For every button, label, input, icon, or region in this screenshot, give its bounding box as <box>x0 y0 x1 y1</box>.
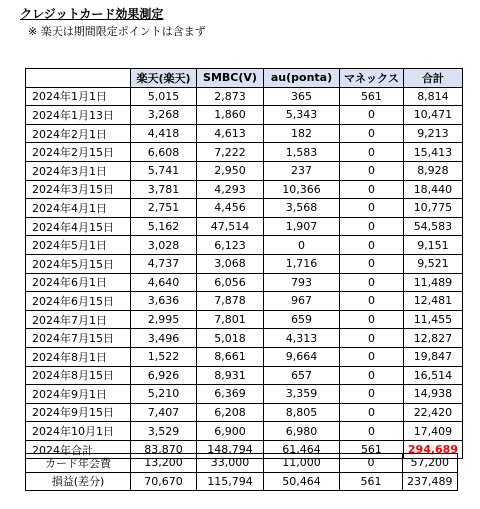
value-cell: 10,775 <box>403 199 462 218</box>
table-row <box>26 87 463 106</box>
table-row <box>26 143 463 162</box>
table-row <box>26 254 463 273</box>
value-cell: 659 <box>264 310 340 329</box>
header-cell-au: au(ponta) <box>264 69 340 88</box>
value-cell: 4,456 <box>197 199 264 218</box>
value-cell: 3,068 <box>197 254 264 273</box>
row-label-cell: 2024年7月1日 <box>26 310 131 329</box>
value-cell: 0 <box>340 454 403 473</box>
row-label-cell: 2024年9月15日 <box>26 403 131 422</box>
header-cell-total: 合計 <box>403 69 462 88</box>
value-cell: 793 <box>264 273 340 292</box>
value-cell: 3,268 <box>131 106 197 125</box>
value-cell: 7,878 <box>197 292 264 311</box>
value-cell: 4,313 <box>264 329 340 348</box>
value-cell: 4,737 <box>131 254 197 273</box>
value-cell: 6,369 <box>197 385 264 404</box>
value-cell: 8,661 <box>197 347 264 366</box>
value-cell: 5,015 <box>131 87 197 106</box>
value-cell: 294,689 <box>403 440 462 459</box>
value-cell: 6,900 <box>197 422 264 441</box>
row-label-cell: 2024年5月15日 <box>26 254 131 273</box>
value-cell: 61,464 <box>264 440 340 459</box>
value-cell: 15,413 <box>403 143 462 162</box>
value-cell: 8,805 <box>264 403 340 422</box>
value-cell: 0 <box>340 161 404 180</box>
value-cell: 0 <box>340 106 404 125</box>
row-label-cell: 2024年6月1日 <box>26 273 131 292</box>
value-cell: 4,418 <box>131 124 197 143</box>
value-cell: 0 <box>340 143 404 162</box>
value-cell: 561 <box>340 472 403 491</box>
value-cell: 3,496 <box>131 329 197 348</box>
value-cell: 0 <box>340 310 404 329</box>
table-row <box>26 422 463 441</box>
value-cell: 0 <box>264 236 340 255</box>
value-cell: 2,950 <box>197 161 264 180</box>
value-cell: 3,359 <box>264 385 340 404</box>
row-label-cell: 2024年1月1日 <box>26 87 131 106</box>
value-cell: 3,028 <box>131 236 197 255</box>
value-cell: 365 <box>264 87 340 106</box>
value-cell: 561 <box>340 440 404 459</box>
row-label-cell: 2024年4月1日 <box>26 199 131 218</box>
value-cell: 0 <box>340 329 404 348</box>
header-cell-blank <box>26 69 131 88</box>
value-cell: 0 <box>340 254 404 273</box>
row-label-cell: 2024年8月15日 <box>26 366 131 385</box>
header-row <box>26 69 463 88</box>
table-row <box>26 366 463 385</box>
table-row <box>26 385 463 404</box>
value-cell: 5,018 <box>197 329 264 348</box>
value-cell: 1,522 <box>131 347 197 366</box>
value-cell: 237 <box>264 161 340 180</box>
value-cell: 2,995 <box>131 310 197 329</box>
value-cell: 18,440 <box>403 180 462 199</box>
value-cell: 0 <box>340 292 404 311</box>
value-cell: 0 <box>340 124 404 143</box>
header-cell-rakuten: 楽天(楽天) <box>131 69 197 88</box>
value-cell: 54,583 <box>403 217 462 236</box>
table-row <box>26 329 463 348</box>
value-cell: 0 <box>340 217 404 236</box>
summary-table <box>25 453 458 491</box>
value-cell: 6,123 <box>197 236 264 255</box>
value-cell: 9,213 <box>403 124 462 143</box>
effect-table <box>25 68 463 459</box>
note-text: ※ 楽天は期間限定ポイントは含まず <box>28 25 206 38</box>
value-cell: 4,293 <box>197 180 264 199</box>
row-label-cell: 2024年6月15日 <box>26 292 131 311</box>
value-cell: 19,847 <box>403 347 462 366</box>
value-cell: 11,455 <box>403 310 462 329</box>
value-cell: 7,407 <box>131 403 197 422</box>
value-cell: 11,000 <box>264 454 340 473</box>
value-cell: 5,741 <box>131 161 197 180</box>
value-cell: 9,664 <box>264 347 340 366</box>
table-row <box>26 199 463 218</box>
value-cell: 5,343 <box>264 106 340 125</box>
value-cell: 0 <box>340 180 404 199</box>
value-cell: 5,162 <box>131 217 197 236</box>
value-cell: 657 <box>264 366 340 385</box>
row-label-cell: 2024年2月15日 <box>26 143 131 162</box>
value-cell: 2,873 <box>197 87 264 106</box>
value-cell: 33,000 <box>197 454 264 473</box>
value-cell: 115,794 <box>197 472 264 491</box>
value-cell: 3,529 <box>131 422 197 441</box>
value-cell: 11,489 <box>403 273 462 292</box>
value-cell: 0 <box>340 236 404 255</box>
row-label-cell: 2024年合計 <box>26 440 131 459</box>
value-cell: 1,583 <box>264 143 340 162</box>
value-cell: 4,613 <box>197 124 264 143</box>
value-cell: 6,608 <box>131 143 197 162</box>
value-cell: 4,640 <box>131 273 197 292</box>
value-cell: 0 <box>340 199 404 218</box>
value-cell: 12,827 <box>403 329 462 348</box>
value-cell: 13,200 <box>131 454 197 473</box>
summary-row <box>26 454 458 473</box>
value-cell: 9,151 <box>403 236 462 255</box>
value-cell: 0 <box>340 347 404 366</box>
value-cell: 0 <box>340 366 404 385</box>
table-row <box>26 292 463 311</box>
value-cell: 6,980 <box>264 422 340 441</box>
row-label-cell: 2024年9月1日 <box>26 385 131 404</box>
table-row <box>26 161 463 180</box>
value-cell: 1,860 <box>197 106 264 125</box>
value-cell: 17,409 <box>403 422 462 441</box>
value-cell: 9,521 <box>403 254 462 273</box>
row-label-cell: 2024年2月1日 <box>26 124 131 143</box>
value-cell: 182 <box>264 124 340 143</box>
row-label-cell: 損益(差分) <box>26 472 131 491</box>
value-cell: 14,938 <box>403 385 462 404</box>
value-cell: 148,794 <box>197 440 264 459</box>
value-cell: 2,751 <box>131 199 197 218</box>
value-cell: 5,210 <box>131 385 197 404</box>
value-cell: 6,056 <box>197 273 264 292</box>
value-cell: 12,481 <box>403 292 462 311</box>
row-label-cell: 2024年8月1日 <box>26 347 131 366</box>
value-cell: 7,222 <box>197 143 264 162</box>
table-row <box>26 273 463 292</box>
value-cell: 967 <box>264 292 340 311</box>
value-cell: 6,926 <box>131 366 197 385</box>
header-cell-monex: マネックス <box>340 69 404 88</box>
row-label-cell: 2024年3月15日 <box>26 180 131 199</box>
table-row <box>26 310 463 329</box>
row-label-cell: 2024年5月1日 <box>26 236 131 255</box>
value-cell: 47,514 <box>197 217 264 236</box>
header-cell-smbc: SMBC(V) <box>197 69 264 88</box>
table-row <box>26 236 463 255</box>
table-row <box>26 180 463 199</box>
value-cell: 10,366 <box>264 180 340 199</box>
value-cell: 8,931 <box>197 366 264 385</box>
value-cell: 7,801 <box>197 310 264 329</box>
value-cell: 3,636 <box>131 292 197 311</box>
value-cell: 6,208 <box>197 403 264 422</box>
table-row <box>26 217 463 236</box>
row-label-cell: 2024年10月1日 <box>26 422 131 441</box>
value-cell: 0 <box>340 273 404 292</box>
row-label-cell: カード年会費 <box>26 454 131 473</box>
value-cell: 1,716 <box>264 254 340 273</box>
row-label-cell: 2024年7月15日 <box>26 329 131 348</box>
summary-row <box>26 472 458 491</box>
value-cell: 0 <box>340 422 404 441</box>
value-cell: 1,907 <box>264 217 340 236</box>
value-cell: 50,464 <box>264 472 340 491</box>
page-title: クレジットカード効果測定 <box>20 7 164 21</box>
table-row <box>26 403 463 422</box>
row-label-cell: 2024年1月13日 <box>26 106 131 125</box>
value-cell: 561 <box>340 87 404 106</box>
value-cell: 8,928 <box>403 161 462 180</box>
value-cell: 10,471 <box>403 106 462 125</box>
value-cell: 237,489 <box>403 472 458 491</box>
value-cell: 8,814 <box>403 87 462 106</box>
value-cell: 57,200 <box>403 454 458 473</box>
value-cell: 0 <box>340 403 404 422</box>
row-label-cell: 2024年4月15日 <box>26 217 131 236</box>
value-cell: 16,514 <box>403 366 462 385</box>
value-cell: 3,781 <box>131 180 197 199</box>
value-cell: 3,568 <box>264 199 340 218</box>
value-cell: 70,670 <box>131 472 197 491</box>
table-row <box>26 124 463 143</box>
value-cell: 83,870 <box>131 440 197 459</box>
row-label-cell: 2024年3月1日 <box>26 161 131 180</box>
value-cell: 22,420 <box>403 403 462 422</box>
table-row <box>26 347 463 366</box>
value-cell: 0 <box>340 385 404 404</box>
table-row <box>26 106 463 125</box>
